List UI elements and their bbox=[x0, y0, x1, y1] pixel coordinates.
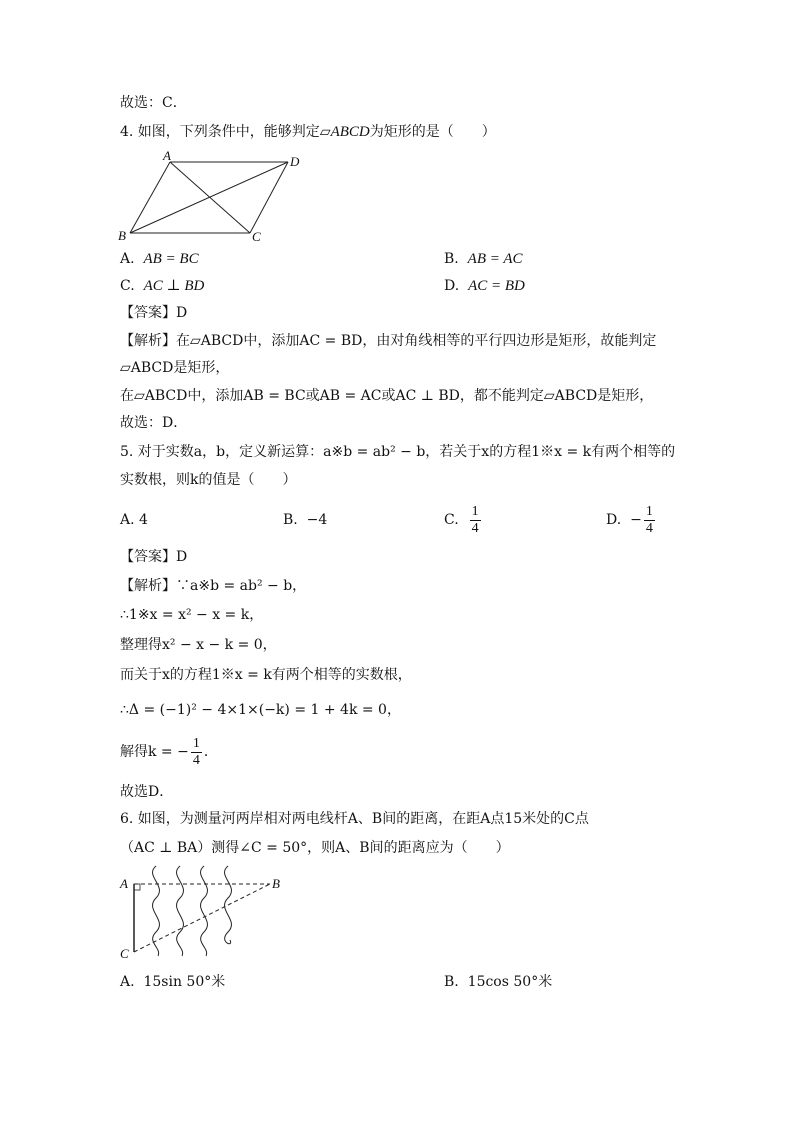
right-angle-mark bbox=[134, 884, 140, 890]
q5-option-a[interactable] bbox=[120, 510, 148, 530]
q5-option-c[interactable] bbox=[444, 500, 483, 540]
option-key: D. bbox=[444, 278, 460, 294]
q4-analysis-line2: ▱ABCD是矩形， bbox=[120, 360, 230, 376]
q4-analysis-line3: 在▱ABCD中，添加AB = BC或AB = AC或AC ⊥ BD，都不能判定▱ABCD是矩形， bbox=[120, 388, 654, 404]
solution-prefix: 解得k = − bbox=[120, 744, 189, 760]
river-wave-2 bbox=[177, 866, 184, 956]
q5-analysis-line6 bbox=[120, 732, 218, 772]
q4-option-d[interactable] bbox=[444, 276, 525, 296]
option-text: 4 bbox=[139, 512, 148, 528]
q5-stem-line1: 5. 对于实数a，b，定义新运算：a※b = ab² − b，若关于x的方程1※x = k有两个相等的 bbox=[120, 444, 676, 460]
fraction bbox=[470, 504, 481, 537]
fraction-numerator: 1 bbox=[471, 503, 479, 519]
river-wave-1 bbox=[153, 866, 160, 956]
q3-conclusion: 故选：C． bbox=[120, 95, 187, 111]
q4-stem-math: ABCD bbox=[330, 124, 370, 140]
point-a-label: A bbox=[120, 876, 128, 891]
option-text: AB = BC bbox=[143, 251, 199, 267]
option-text: AC = BD bbox=[468, 278, 525, 294]
side-ab bbox=[130, 162, 170, 233]
fraction-denominator: 4 bbox=[471, 520, 479, 536]
option-key: B. bbox=[444, 251, 459, 267]
q4-option-a[interactable] bbox=[120, 249, 199, 269]
q4-parallelogram-figure bbox=[112, 148, 312, 246]
fraction bbox=[191, 736, 202, 769]
q4-analysis-line1: 【解析】在▱ABCD中，添加AC = BD，由对角线相等的平行四边形是矩形，故能判定 bbox=[120, 333, 657, 349]
q4-analysis-line4: 故选：D． bbox=[120, 415, 188, 431]
vertex-b-label: B bbox=[118, 228, 126, 243]
q5-analysis-line2: ∴1※x = x² − x = k， bbox=[120, 607, 264, 623]
option-key: A. bbox=[120, 974, 135, 990]
q5-analysis-line4: 而关于x的方程1※x = k有两个相等的实数根， bbox=[120, 667, 412, 683]
fraction-denominator: 4 bbox=[645, 520, 653, 536]
fraction-denominator: 4 bbox=[192, 752, 200, 768]
q4-stem-prefix: 4. 如图，下列条件中，能够判定 bbox=[120, 124, 320, 140]
q5-option-b[interactable] bbox=[283, 510, 327, 530]
q5-analysis-line1: 【解析】∵a※b = ab² − b， bbox=[120, 578, 307, 594]
diagonal-bd bbox=[130, 162, 288, 233]
q5-analysis-line3: 整理得x² − x − k = 0， bbox=[120, 637, 277, 653]
q4-option-b[interactable] bbox=[444, 249, 523, 269]
vertex-c-label: C bbox=[252, 229, 261, 244]
option-key: B. bbox=[444, 974, 459, 990]
option-key: C. bbox=[444, 512, 459, 528]
fraction-numerator: 1 bbox=[192, 735, 200, 751]
q6-river-figure bbox=[112, 858, 292, 966]
side-cd bbox=[250, 162, 288, 233]
segment-cb bbox=[134, 884, 270, 952]
point-b-label: B bbox=[272, 876, 280, 891]
option-key: C. bbox=[120, 278, 135, 294]
option-text: AB = AC bbox=[467, 251, 523, 267]
vertex-d-label: D bbox=[290, 154, 300, 169]
parallelogram-symbol: ▱ bbox=[319, 124, 331, 140]
option-text: AC ⊥ BD bbox=[143, 278, 205, 294]
q5-stem-line2: 实数根，则k的值是（ ） bbox=[120, 472, 297, 488]
q6-option-b[interactable] bbox=[444, 972, 552, 992]
q4-option-c[interactable] bbox=[120, 276, 204, 296]
option-key: B. bbox=[283, 512, 298, 528]
q5-analysis-line5: ∴Δ = (−1)² − 4×1×(−k) = 1 + 4k = 0， bbox=[120, 702, 401, 718]
q5-option-d[interactable] bbox=[606, 500, 657, 540]
q6-stem-line1: 6. 如图，为测量河两岸相对两电线杆A、B间的距离，在距A点15米处的C点 bbox=[120, 811, 589, 827]
option-text: 15sin 50°米 bbox=[143, 974, 226, 990]
q4-answer: 【答案】D bbox=[120, 305, 188, 321]
option-key: A. bbox=[120, 251, 135, 267]
fraction-numerator: 1 bbox=[645, 503, 653, 519]
option-key: A. bbox=[120, 512, 135, 528]
fraction bbox=[644, 504, 655, 537]
option-sign: − bbox=[630, 512, 642, 528]
vertex-a-label: A bbox=[163, 148, 171, 163]
option-text: 15cos 50°米 bbox=[467, 974, 553, 990]
q6-stem-line2: （AC ⊥ BA）测得∠C = 50°，则A、B间的距离应为（ ） bbox=[120, 840, 510, 856]
river-wave-3 bbox=[201, 866, 208, 956]
q6-option-a[interactable] bbox=[120, 972, 225, 992]
option-text: −4 bbox=[306, 512, 328, 528]
q5-answer: 【答案】D bbox=[120, 549, 188, 565]
solution-suffix: ． bbox=[203, 744, 218, 760]
point-c-label: C bbox=[120, 946, 129, 961]
q4-stem bbox=[120, 122, 496, 142]
q4-stem-suffix: 为矩形的是（ ） bbox=[369, 124, 496, 140]
option-key: D. bbox=[606, 512, 622, 528]
q5-analysis-line7: 故选D． bbox=[120, 784, 174, 800]
